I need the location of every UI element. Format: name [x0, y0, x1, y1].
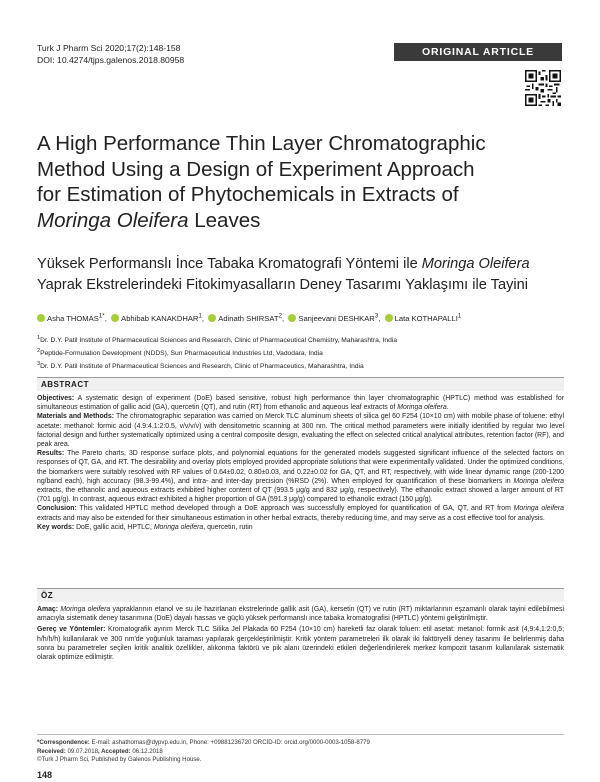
journal-citation: Turk J Pharm Sci 2020;17(2):148-158 [37, 43, 181, 53]
copyright: ©Turk J Pharm Sci, Published by Galenos Publishing House. [37, 756, 202, 764]
results-end: extracts, the ethanolic and aqueous extracts exhibited higher content of QT (993.5 μg/g and 832 μg/g, respectively). The ethanolic extract showed a larger amount of RT (701 μg/g). In contrast, aqueous extract exhibited a higher proportion of GA (591.3 μg/g) compared to ethanolic extract (150 μg/g). [37, 487, 564, 504]
subtitle-line-1-pre: Yüksek Performanslı İnce Tabaka Kromatografi Yöntemi ile [37, 256, 422, 272]
keywords-end: , quercetin, rutin [203, 523, 253, 531]
orcid-icon[interactable] [37, 314, 45, 322]
affiliation [37, 346, 567, 359]
oz-amac [37, 605, 564, 623]
conclusion-end: extracts and may also be extended for their simultaneous estimation in other herbal extracts, thereby reducing time, and may serve as a cost effective tool for analysis. [37, 514, 545, 522]
conclusion-text: This validated HPTLC method developed through a DoE approach was successfully employed for quantification of GA, QT, and RT from [76, 505, 514, 513]
article-title [37, 131, 567, 233]
abstract-methods [37, 412, 564, 449]
qr-code-icon [525, 70, 561, 106]
subtitle-line-2: Yaprak Ekstrelerindeki Fitokimyasalların Deney Tasarımı Yaklaşımı ile Tayini [37, 277, 528, 293]
subtitle-species: Moringa Oleifera [421, 256, 530, 272]
accepted-label: , Accepted: [97, 747, 133, 755]
title-line-4 [37, 208, 567, 234]
article-subtitle-turkish [37, 254, 567, 296]
affiliation-mark: 3 [37, 361, 41, 368]
author-name: Adinath SHIRSAT [218, 313, 279, 323]
affiliation-mark: 2 [37, 348, 41, 355]
results-label: Results: [37, 450, 65, 458]
affiliation-mark: 1 [37, 335, 41, 341]
author[interactable]: Sanjeevani DESHKAR$^3$, [288, 314, 382, 323]
abstract-heading: ABSTRACT [37, 377, 564, 391]
page-number: 148 [37, 770, 53, 780]
keywords-text: DoE, gallic acid, HPTLC, [74, 523, 154, 531]
conclusion-label: Conclusion: [37, 505, 77, 513]
journal-doi[interactable]: DOI: 10.4274/tjps.galenos.2018.80958 [37, 55, 185, 65]
gerec-label: Gereç ve Yöntemler: [37, 626, 106, 634]
author-name: Lata KOTHAPALLI [394, 313, 458, 323]
author-affiliation-mark: 3 [374, 312, 379, 319]
abstract-keywords [37, 523, 564, 532]
author-name: Abhibab KANAKDHAR [121, 313, 199, 323]
dates [37, 748, 564, 757]
orcid-icon[interactable] [208, 314, 216, 322]
oz-body [37, 605, 564, 664]
journal-info [37, 42, 184, 66]
amac-label: Amaç: [37, 606, 59, 613]
title-line-3: for Estimation of Phytochemicals in Extracts of [37, 183, 459, 206]
author[interactable]: Adinath SHIRSAT$^2$, [208, 314, 286, 323]
oz-heading: ÖZ [37, 588, 564, 602]
affiliation [37, 333, 567, 346]
correspondence [37, 739, 564, 748]
title-line-1: A High Performance Thin Layer Chromatographic [37, 132, 486, 155]
objectives-end: . [446, 404, 449, 412]
keywords-species: Moringa oleifera [153, 523, 204, 531]
methods-text: The chromatographic separation was carried on Merck TLC aluminum sheets of silica gel 60 F254 (10×10 cm) with mobile phase of toluene: ethyl acetate: methanol: formic acid (4.9:4.1:2:0.5, v/v/v/v) with densitometric scanning at 300 nm. The critical method parameters were initially identified by regular two level factorial design and further systematically optimized using a central composite design, evaluating the effect on selected critical analytical attributes, retention factor (RF), and peak area. [37, 413, 564, 449]
author-affiliation-mark: 1 [198, 312, 202, 319]
affiliation-list [37, 333, 567, 373]
received-date: 09.07.2018 [67, 747, 98, 755]
affiliation-text: Dr. D.Y. Patil Institute of Pharmaceutical Sciences and Research, Clinic of Pharmaceutics, Maharashtra, India [40, 363, 364, 371]
received-label: Received: [37, 747, 68, 755]
affiliation [37, 359, 567, 372]
oz-gerec [37, 625, 564, 662]
author-name: Asha THOMAS [47, 313, 99, 323]
correspondence-text[interactable]: E-mail: ashathomas@dypvp.edu.in, Phone: +09881236720 ORCID-ID: orcid.org/0000-0003-1058-8779 [91, 739, 370, 746]
author-list [37, 310, 567, 324]
author[interactable] [385, 314, 462, 323]
title-line-2: Method Using a Design of Experiment Approach [37, 157, 475, 181]
keywords-label: Key words: [37, 523, 75, 531]
author-affiliation-mark: 2 [278, 312, 283, 319]
affiliation-text: Dr. D.Y. Patil Institute of Pharmaceutical Sciences and Research, Clinic of Pharmaceutical Chemistry, Maharashtra, India [40, 337, 398, 345]
title-species: Moringa Oleifera [37, 208, 189, 232]
accepted-date: 06.12.2018 [132, 747, 163, 755]
results-species: Moringa oleifera [513, 477, 564, 485]
author-name: Sanjeevani DESHKAR [298, 313, 375, 323]
amac-species: Moringa oleifera [60, 606, 111, 613]
orcid-icon[interactable] [111, 314, 119, 322]
methods-label: Materials and Methods: [37, 413, 115, 421]
amac-text: yapraklarının etanol ve su ile hazırlanan ekstrelerinde gallik asit (GA), kersetin (QT) ve rutin (RT) miktarlarının eşzamanlı olarak tayini edilebilmesi amacıyla sistematik deney tasarımına (DoE) dayalı hassas ve güçlü yüksek performanslı ince tabaka kromatografisi (HPTLC) yöntemi geliştirilmiştir. [37, 606, 564, 623]
orcid-icon[interactable] [385, 314, 393, 322]
abstract-body [37, 394, 564, 532]
affiliation-text: Peptide-Formulation Development (NDDS), Sun Pharmaceutical Industries Ltd, Vadodara, India [40, 350, 323, 358]
subtitle-line-1 [37, 254, 567, 275]
objectives-label: Objectives: [37, 395, 75, 402]
author-affiliation-mark: 1 [457, 312, 462, 319]
author[interactable]: Abhibab KANAKDHAR$^1$, [111, 314, 206, 323]
gerec-text: Kromatografik ayırım Merck TLC Silika Jel Plakada 60 F254 (10×10 cm) hareketli faz olarak toluen: etil asetat: metanol: formik asit (4,9:4,1:2:0,5; h/h/h/h) kullanılarak ve 300 nm'de yoğunluk taraması yapılarak gerçekleştirilmiştir. Kritik yöntem parametreleri ilk olarak iki faktöryelli deney tasarımı ile belirlenmiş daha sonra bu parametreler seçilen kritik analitik özellikler, alıkonma faktörü ve pik alanı üzerindeki etkileri değerlendirilerek merkez kompozit tasarım kullanılarak sistematik olarak optimize edilmiştir. [37, 626, 564, 662]
author-affiliation-mark: 1* [98, 312, 105, 319]
correspondence-label: *Correspondence: [37, 739, 92, 746]
results-text: The Pareto charts, 3D response surface plots, and polynomial equations for the generated models suggested significant influence of the selected factors on responses of QT, GA, and RT. The desirability and overlay plots employed provided appropriate solutions that were experimentally validated. Under the optimized conditions, the biomarkers were suitably resolved with RF values of 0.64±0.02, 0.80±0.03, and 0.22±0.02 for GA, QT, and RT, respectively, with wide linear dynamic range (200-1200 ng/band each), high accuracy (98.3-99.4%), and intra- and inter-day precision (%RSD (2%). When employed for quantification of these biomarkers in [37, 450, 564, 485]
conclusion-species: Moringa oleifera [513, 505, 564, 513]
title-line-4-rest: Leaves [188, 208, 261, 232]
abstract-results [37, 449, 564, 504]
objectives-species: Moringa oleifera [397, 404, 447, 412]
orcid-icon[interactable] [288, 314, 296, 322]
abstract-conclusion [37, 504, 564, 522]
objectives-text: A systematic design of experiment (DoE) based sensitive, robust high performance thin layer chromatographic (HPTLC) method was established for simultaneous estimation of gallic acid (GA), quercetin (QT), and rutin (RT) from ethanolic and aqueous leaf extracts of [37, 395, 564, 412]
page-footer [37, 734, 564, 765]
author[interactable]: Asha $THOMAS^{1*}$, [37, 314, 109, 323]
article-type-badge: ORIGINAL ARTICLE [394, 43, 562, 61]
abstract-objectives [37, 394, 564, 412]
